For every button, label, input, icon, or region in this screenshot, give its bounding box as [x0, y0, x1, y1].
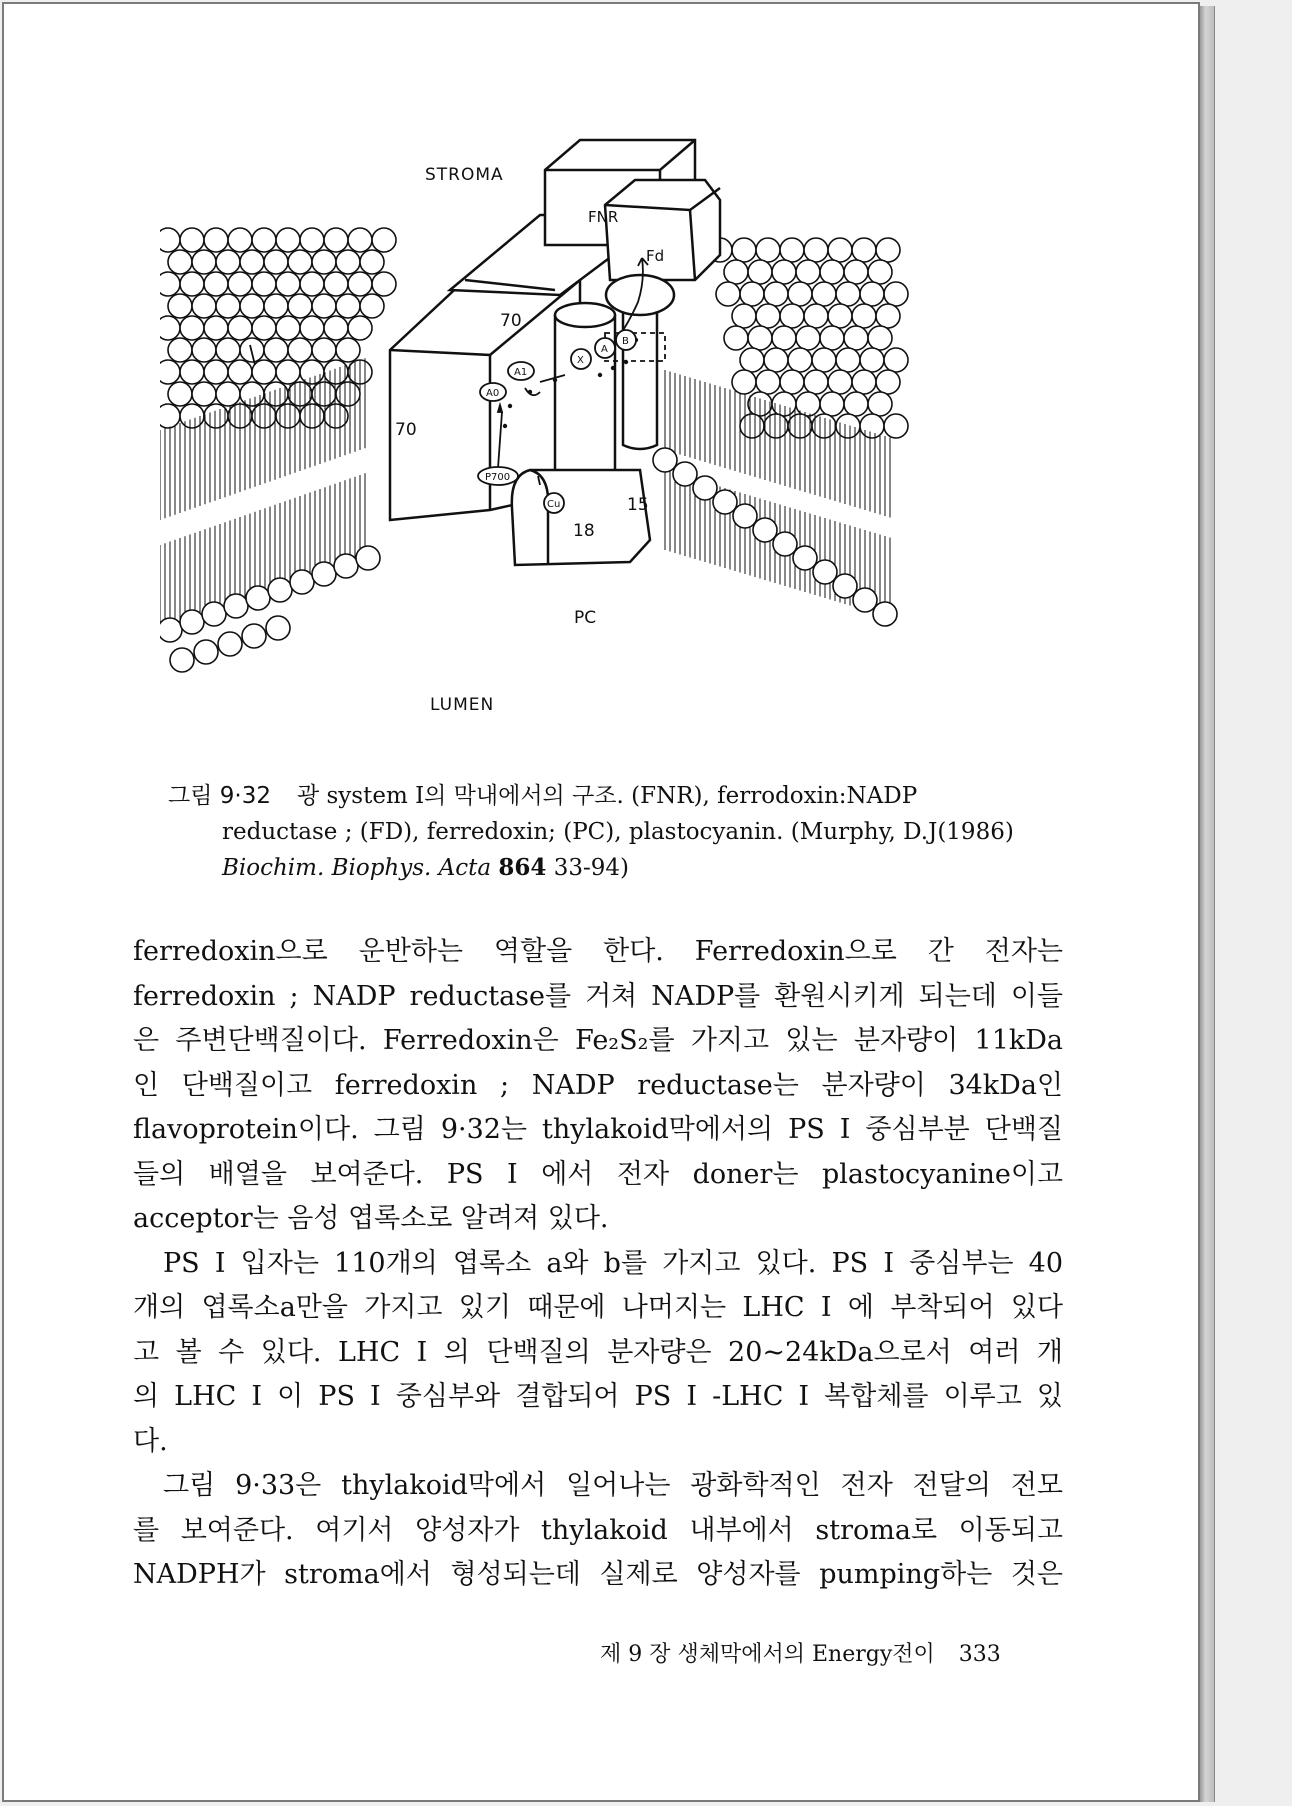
label-p700: P700 — [485, 472, 511, 483]
text-line: 그림 9·33은 thylakoid막에서 일어나는 광화학적인 전자 전달의 전모 — [163, 1470, 1063, 1501]
lipid-head — [852, 370, 876, 394]
lipid-head — [813, 560, 837, 584]
label-fnr: FNR — [588, 208, 619, 226]
lipid-head — [266, 616, 290, 640]
lipid-head — [224, 594, 248, 618]
text-line: NADPH가 stroma에서 형성되는데 실제로 양성자를 pumping하는 것은 — [133, 1559, 1063, 1590]
lipid-head — [372, 272, 396, 296]
lipid-head — [218, 632, 242, 656]
lipid-head — [780, 370, 804, 394]
lipid-head — [852, 238, 876, 262]
lipid-head — [833, 574, 857, 598]
lipid-head — [168, 294, 192, 318]
lipid-head — [820, 260, 844, 284]
lipid-head — [264, 294, 288, 318]
lipid-head — [804, 238, 828, 262]
lipid-head — [756, 304, 780, 328]
lipid-head — [216, 250, 240, 274]
lipid-head — [216, 338, 240, 362]
lipid-head — [764, 414, 788, 438]
lipid-head — [748, 326, 772, 350]
lipid-head — [716, 282, 740, 306]
lipid-head — [324, 316, 348, 340]
lipid-head — [732, 370, 756, 394]
lipid-head — [312, 562, 336, 586]
lipid-head — [804, 304, 828, 328]
lipid-head — [772, 326, 796, 350]
lipid-head — [788, 348, 812, 372]
lipid-head — [204, 360, 228, 384]
lipid-head — [324, 404, 348, 428]
lipid-head — [216, 294, 240, 318]
lipid-head — [168, 250, 192, 274]
lipid-head — [356, 546, 380, 570]
running-footer-chapter: 제 9 장 생체막에서의 Energy전이 — [600, 1642, 935, 1667]
label-18: 18 — [573, 521, 595, 541]
lipid-head — [764, 348, 788, 372]
lipid-head — [756, 370, 780, 394]
lipid-head — [868, 260, 892, 284]
text-line: PS I 입자는 110개의 엽록소 a와 b를 가지고 있다. PS I 중심부는 40 — [163, 1247, 1063, 1279]
label-fd: Fd — [646, 247, 665, 265]
lipid-head — [160, 272, 180, 296]
lipid-head — [748, 260, 772, 284]
lipid-head — [756, 238, 780, 262]
lipid-head — [324, 272, 348, 296]
lipid-head — [334, 554, 358, 578]
lipid-head — [873, 602, 897, 626]
lipid-head — [228, 360, 252, 384]
lipid-head — [228, 272, 252, 296]
label-a1: A1 — [514, 367, 528, 378]
lipid-head — [853, 588, 877, 612]
lipid-head — [168, 382, 192, 406]
lipid-head — [252, 404, 276, 428]
lipid-head — [860, 348, 884, 372]
lipid-head — [780, 238, 804, 262]
lipid-head — [160, 404, 180, 428]
lipid-head — [192, 382, 216, 406]
lipid-head — [192, 250, 216, 274]
lipid-head — [828, 238, 852, 262]
lipid-head — [170, 648, 194, 672]
lipid-head — [300, 228, 324, 252]
lipid-head — [276, 360, 300, 384]
lipid-head — [836, 348, 860, 372]
lipid-head — [180, 316, 204, 340]
lipid-head — [884, 282, 908, 306]
lipid-head — [312, 382, 336, 406]
lipid-head — [733, 504, 757, 528]
lipid-head — [852, 304, 876, 328]
lipid-head — [300, 272, 324, 296]
text-line: 의 LHC I 이 PS I 중심부와 결합되어 PS I -LHC I 복합체를 이루고 있 — [133, 1381, 1063, 1412]
lipid-head — [876, 370, 900, 394]
journal-name: Biochim. Biophys. Acta — [222, 855, 492, 881]
lipid-head — [732, 304, 756, 328]
caption-line-2: reductase ; (FD), ferredoxin; (PC), plastocyanin. (Murphy, D.J(1986) — [222, 819, 1014, 845]
lipid-head — [180, 228, 204, 252]
lipid-head — [740, 348, 764, 372]
psi-diagram — [160, 130, 1040, 740]
lipid-head — [360, 294, 384, 318]
lipid-head — [180, 360, 204, 384]
lipid-head — [812, 414, 836, 438]
lipid-head — [764, 282, 788, 306]
text-line: ferredoxin ; NADP reductase를 거쳐 NADP를 환원시키게 되는데 이들 — [133, 980, 1063, 1012]
lipid-head — [264, 338, 288, 362]
lipid-head — [673, 462, 697, 486]
lipid-head — [216, 382, 240, 406]
lipid-head — [724, 260, 748, 284]
lipid-head — [290, 570, 314, 594]
lipid-head — [820, 326, 844, 350]
lipid-head — [753, 518, 777, 542]
lipid-head — [348, 316, 372, 340]
lipid-head — [240, 294, 264, 318]
lipid-head — [160, 360, 180, 384]
lipid-head — [202, 602, 226, 626]
subunit-18-cylinder — [555, 303, 615, 476]
lipid-head — [312, 250, 336, 274]
journal-pages: 33-94) — [553, 855, 630, 881]
lipid-head — [884, 348, 908, 372]
lipid-head — [348, 228, 372, 252]
text-line: acceptor는 음성 엽록소로 알려져 있다. — [133, 1203, 609, 1234]
lipid-head — [724, 326, 748, 350]
lipid-head — [276, 272, 300, 296]
text-line: flavoprotein이다. 그림 9·32는 thylakoid막에서의 PS I 중심부분 단백질 — [133, 1114, 1063, 1145]
page-number: 333 — [958, 1642, 1001, 1667]
lipid-head — [884, 414, 908, 438]
lipid-head — [653, 448, 677, 472]
lipid-head — [204, 316, 228, 340]
lipid-head — [312, 294, 336, 318]
lipid-head — [180, 272, 204, 296]
lipid-head — [324, 228, 348, 252]
label-lumen: LUMEN — [430, 695, 495, 715]
lipid-head — [740, 282, 764, 306]
lipid-head — [773, 532, 797, 556]
fd-block — [605, 180, 720, 280]
lipid-head — [252, 316, 276, 340]
lipid-head — [788, 282, 812, 306]
lipid-head — [160, 618, 182, 642]
lipid-head — [336, 250, 360, 274]
lipid-head — [252, 272, 276, 296]
lipid-head — [828, 304, 852, 328]
lipid-head — [264, 250, 288, 274]
lipid-head — [276, 228, 300, 252]
text-line: 인 단백질이고 ferredoxin ; NADP reductase는 분자량이 34kDa인 — [133, 1069, 1063, 1101]
label-b: B — [622, 336, 629, 347]
lipid-head — [348, 272, 372, 296]
lipid-head — [844, 326, 868, 350]
lipid-head — [804, 370, 828, 394]
lipid-head — [796, 260, 820, 284]
text-line: 고 볼 수 있다. LHC I 의 단백질의 분자량은 20~24kDa으로서 여러 개 — [133, 1336, 1063, 1368]
lipid-head — [288, 338, 312, 362]
lipid-head — [228, 316, 252, 340]
figure-caption — [168, 778, 1068, 886]
lipid-head — [360, 250, 384, 274]
lipid-head — [732, 238, 756, 262]
text-line: ferredoxin으로 운반하는 역할을 한다. Ferredoxin으로 간 전자는 — [133, 936, 1063, 967]
caption-line-3 — [168, 850, 1068, 886]
lipid-head — [693, 476, 717, 500]
lipid-head — [324, 360, 348, 384]
label-a: A — [601, 344, 608, 355]
page-footer — [600, 1637, 1040, 1668]
label-70-top: 70 — [500, 311, 522, 331]
lipid-head — [772, 392, 796, 416]
lipid-head — [276, 316, 300, 340]
lipid-head — [194, 640, 218, 664]
lipid-head — [252, 360, 276, 384]
lipid-head — [876, 304, 900, 328]
journal-volume: 864 — [498, 854, 547, 881]
lipid-head — [268, 578, 292, 602]
text-line: 은 주변단백질이다. Ferredoxin은 Fe₂S₂를 가지고 있는 분자량이 11kDa — [133, 1025, 1063, 1056]
lipid-head — [288, 294, 312, 318]
text-line: 를 보여준다. 여기서 양성자가 thylakoid 내부에서 stroma로 이동되고 — [133, 1514, 1063, 1546]
lipid-head — [252, 228, 276, 252]
lipid-head — [192, 338, 216, 362]
lipid-head — [242, 624, 266, 648]
label-stroma: STROMA — [425, 165, 504, 185]
lipid-head — [844, 260, 868, 284]
lipid-head — [793, 546, 817, 570]
caption-line-1 — [168, 778, 1068, 814]
text-line: 들의 배열을 보여준다. PS I 에서 전자 doner는 plastocyanine이고 — [133, 1158, 1063, 1190]
lipid-head — [780, 304, 804, 328]
lipid-head — [204, 272, 228, 296]
lipid-head — [312, 338, 336, 362]
lipid-head — [876, 238, 900, 262]
lipid-head — [336, 294, 360, 318]
lipid-head — [713, 490, 737, 514]
label-15: 15 — [627, 495, 649, 515]
pc-block — [512, 470, 650, 565]
figure-number: 그림 9·32 — [168, 783, 271, 809]
label-70-left: 70 — [395, 420, 417, 440]
page-edge-shadow — [1200, 6, 1215, 1802]
lipid-head — [844, 392, 868, 416]
body-text — [133, 930, 1063, 1598]
label-pc: PC — [574, 608, 597, 628]
lipid-head — [336, 338, 360, 362]
lipid-head — [300, 316, 324, 340]
lipid-head — [812, 348, 836, 372]
lipid-head — [820, 392, 844, 416]
text-line: 다. — [133, 1425, 168, 1457]
lipid-head — [264, 382, 288, 406]
lipid-head — [772, 260, 796, 284]
lipid-head — [160, 316, 180, 340]
lipid-head — [796, 326, 820, 350]
lipid-head — [828, 370, 852, 394]
caption-text-1: 광 system I의 막내에서의 구조. (FNR), ferrodoxin:NADP — [296, 783, 918, 809]
label-a0: A0 — [486, 388, 500, 399]
text-line: 개의 엽록소a만을 가지고 있기 때문에 나머지는 LHC I 에 부착되어 있다 — [133, 1292, 1063, 1323]
label-cu: Cu — [547, 499, 561, 510]
lipid-head — [240, 250, 264, 274]
lipid-head — [812, 282, 836, 306]
lipid-head — [868, 326, 892, 350]
lipid-head — [860, 414, 884, 438]
lipid-head — [168, 338, 192, 362]
lipid-head — [192, 294, 216, 318]
lipid-head — [204, 228, 228, 252]
lipid-head — [228, 228, 252, 252]
lipid-head — [160, 228, 180, 252]
lipid-head — [246, 586, 270, 610]
lipid-head — [836, 282, 860, 306]
lipid-head — [204, 404, 228, 428]
lipid-head — [860, 282, 884, 306]
lipid-head — [180, 610, 204, 634]
lipid-head — [868, 392, 892, 416]
figure-psi-structure — [160, 130, 1040, 740]
label-x: X — [577, 355, 584, 366]
lipid-head — [372, 228, 396, 252]
lipid-head — [288, 250, 312, 274]
